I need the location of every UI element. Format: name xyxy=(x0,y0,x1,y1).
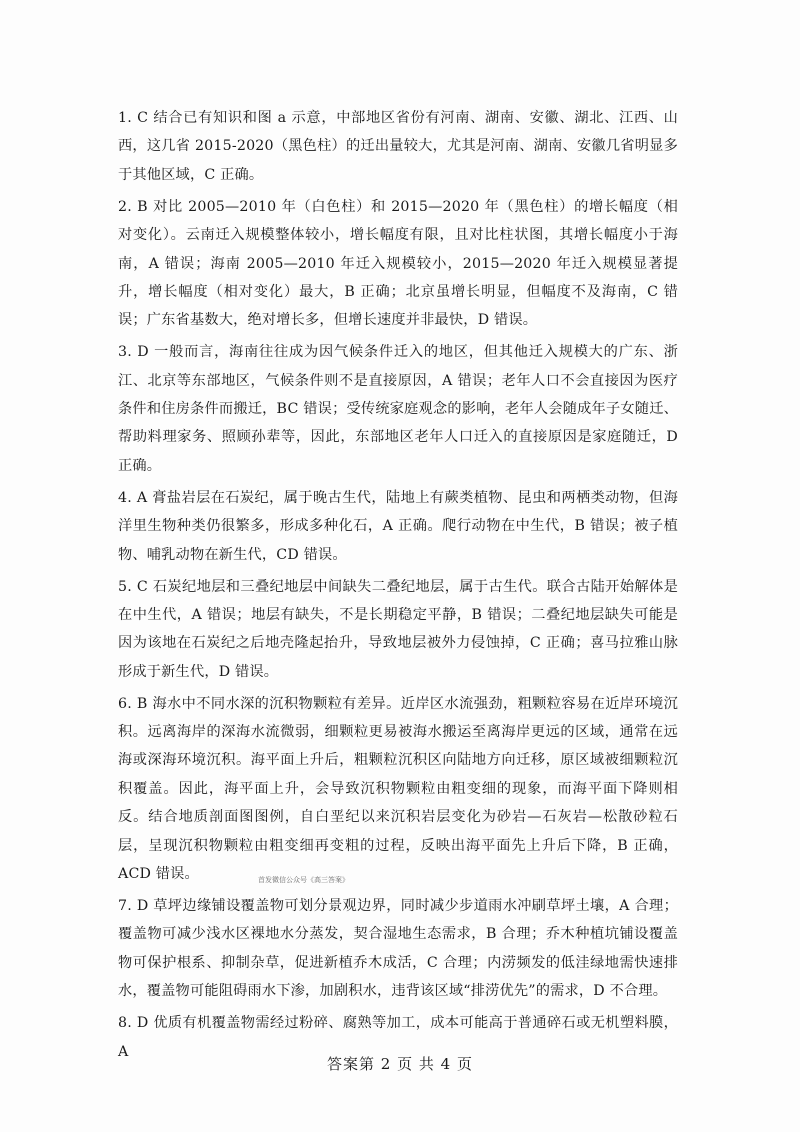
answer-text: 优质有机覆盖物需经过粉碎、腐熟等加工，成本可能高于普通碎石或无机塑料膜，A xyxy=(118,1015,678,1060)
page-footer: 答案第 2 页 共 4 页 xyxy=(327,1055,473,1073)
answer-1 xyxy=(118,104,678,189)
answer-label: 2. B xyxy=(118,198,148,215)
answer-text: 草坪边缘铺设覆盖物可划分景观边界，同时减少步道雨水冲刷草坪土壤，A 合理；覆盖物可减少浅水区裸地水分蒸发，契合湿地生态需求，B 合理；乔木种植坑铺设覆盖物可保护根系、抑制杂草，促进新植乔木成活，C 合理；内涝频发的低洼绿地需快速排水，覆盖物可能阻碍雨水下渗，加剧积水，违背该区域“排涝优先”的需求，D 不合理。 xyxy=(118,897,678,1000)
answer-label: 1. C xyxy=(118,110,149,126)
answer-5 xyxy=(118,573,678,687)
answer-label: 7. D xyxy=(118,897,149,914)
answer-text: 对比 2005—2010 年（白色柱）和 2015—2020 年（黑色柱）的增长幅度（相对变化）。云南迁入规模整体较小，增长幅度有限，且对比柱状图，其增长幅度小于海南，A 错误；海南 2005—2010 年迁入规模较小，2015—2020 年迁入规模显著提升，增长幅度（相对变化）最大，B 正确；北京虽增长明显，但幅度不及海南，C 错误；广东省基数大，绝对增长多，但增长速度并非最快，D 错误。 xyxy=(118,198,679,329)
answer-text: 海水中不同水深的沉积物颗粒有差异。近岸区水流强劲，粗颗粒容易在近岸环境沉积。远离海岸的深海水流微弱，细颗粒更易被海水搬运至离海岸更远的区域，通常在远海或深海环境沉积。海平面上升后，粗颗粒沉积区向陆地方向迁移，原区域被细颗粒沉积覆盖。因此，海平面上升，会导致沉积物颗粒由粗变细的现象，而海平面下降则相反。结合地质剖面图图例，自白垩纪以来沉积岩层变化为砂岩—石灰岩—松散砂粒石层，呈现沉积物颗粒由粗变细再变粗的过程，反映出海平面先上升后下降，B 正确，ACD 错误。 xyxy=(118,695,679,883)
answer-4 xyxy=(118,484,678,569)
answer-list xyxy=(118,104,678,1069)
answer-text: 结合已有知识和图 a 示意，中部地区省份有河南、湖南、安徽、湖北、江西、山西，这几省 2015-2020（黑色柱）的迁出量较大，尤其是河南、湖南、安徽几省明显多于其他区域，C 正确。 xyxy=(118,110,679,183)
answer-2 xyxy=(118,193,678,335)
answer-text: 一般而言，海南往往成为因气候条件迁入的地区，但其他迁入规模大的广东、浙江、北京等东部地区，气候条件则不是直接原因，A 错误；老年人口不会直接因为医疗条件和住房条件而搬迁，BC 错误；受传统家庭观念的影响，老年人会随成年子女随迁、帮助料理家务、照顾孙辈等，因此，东部地区老年人口迁入的直接原因是家庭随迁，D 正确。 xyxy=(118,344,678,474)
answer-text: 石炭纪地层和三叠纪地层中间缺失二叠纪地层，属于古生代。联合古陆开始解体是在中生代，A 错误；地层有缺失，不是长期稳定平静，B 错误；二叠纪地层缺失可能是因为该地在石炭纪之后地壳隆起抬升，导致地层被外力侵蚀掉，C 正确；喜马拉雅山脉形成于新生代，D 错误。 xyxy=(118,578,679,680)
answer-text: 膏盐岩层在石炭纪，属于晚古生代，陆地上有蕨类植物、昆虫和两栖类动物，但海洋里生物种类仍很繁多，形成多种化石，A 正确。爬行动物在中生代，B 错误；被子植物、哺乳动物在新生代，CD 错误。 xyxy=(118,489,679,563)
answer-label: 5. C xyxy=(118,578,148,595)
answer-7 xyxy=(118,892,678,1006)
answer-3 xyxy=(118,338,678,480)
answer-label: 3. D xyxy=(118,344,149,361)
answer-6 xyxy=(118,690,678,889)
watermark-text: 首发微信公众号《高三答案》 xyxy=(258,876,349,884)
answer-label: 8. D xyxy=(118,1015,149,1032)
answer-label: 6. B xyxy=(118,695,148,712)
answer-label: 4. A xyxy=(118,489,148,506)
